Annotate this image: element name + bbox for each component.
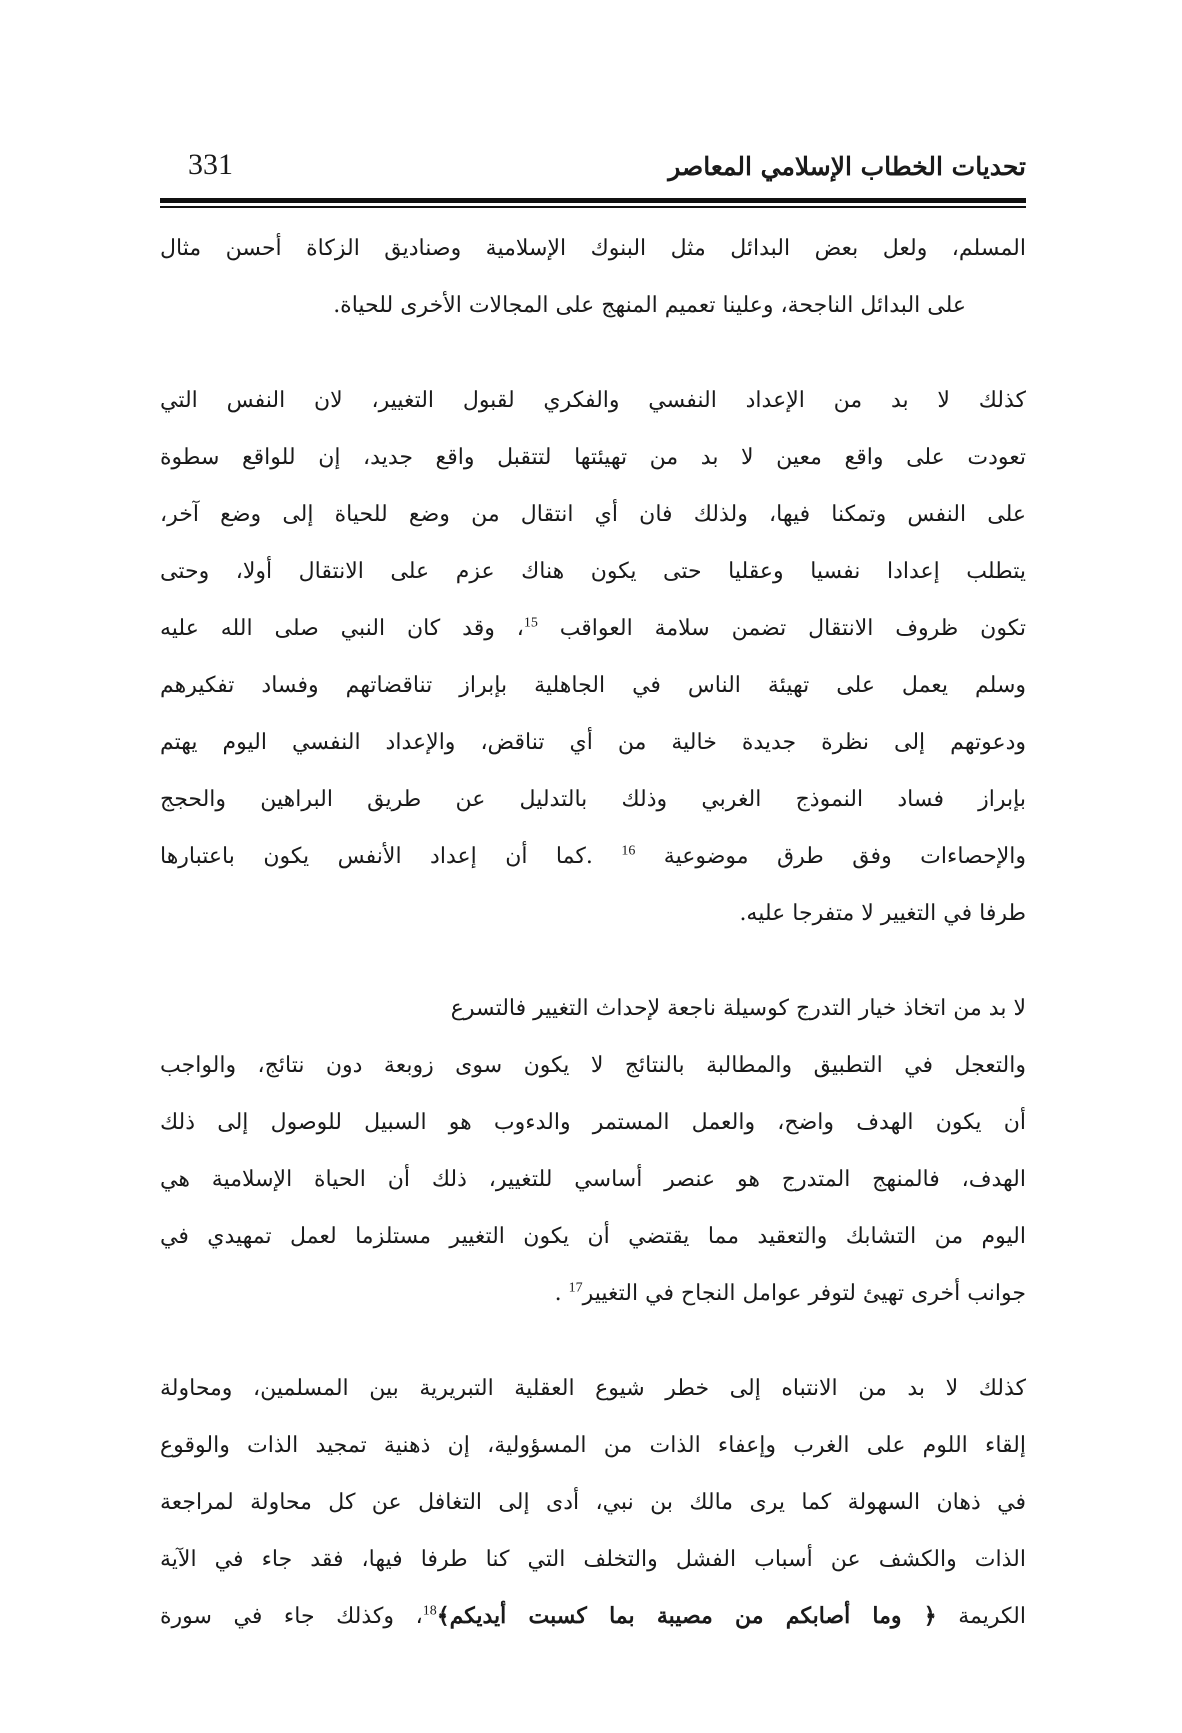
text-line (160, 1588, 1026, 1645)
text-line: أن يكون الهدف واضح، والعمل المستمر والدءوب هو السبيل للوصول إلى ذلك (160, 1110, 1026, 1135)
text-line: اليوم من التشابك والتعقيد مما يقتضي أن يكون التغيير مستلزما لعمل تمهيدي في (160, 1224, 1026, 1249)
page-header (160, 140, 1026, 198)
footnote-marker: 17 (568, 1280, 583, 1296)
book-page (160, 140, 1026, 1680)
line-segment: . (554, 1281, 562, 1306)
line-segment: ، وكذلك جاء في سورة (160, 1604, 423, 1629)
text-line: الذات والكشف عن أسباب الفشل والتخلف التي كنا طرفا فيها، فقد جاء في الآية (160, 1547, 1026, 1572)
header-rule-thick (160, 198, 1026, 203)
line-segment: ، وقد كان النبي صلى الله عليه (160, 616, 524, 641)
line-segment: تكون ظروف الانتقال تضمن سلامة العواقب (559, 616, 1026, 641)
paragraph (160, 980, 1026, 1322)
text-line: طرفا في التغيير لا متفرجا عليه. (739, 901, 1026, 926)
text-line (160, 1265, 1026, 1322)
footnote-marker: 16 (621, 843, 636, 859)
text-line: كذلك لا بد من الانتباه إلى خطر شيوع العقلية التبريرية بين المسلمين، ومحاولة (160, 1376, 1026, 1401)
text-line: يتطلب إعدادا نفسيا وعقليا حتى يكون هناك عزم على الانتقال أولا، وحتى (160, 559, 1026, 584)
paragraph (160, 220, 1026, 334)
text-line: تعودت على واقع معين لا بد من تهيئتها لتتقبل واقع جديد، إن للواقع سطوة (160, 445, 1026, 470)
running-title: تحديات الخطاب الإسلامي المعاصر (668, 152, 1026, 181)
quran-quote: ﴿ وما أصابكم من مصيبة بما كسبت أيديكم﴾ (436, 1603, 937, 1629)
paragraph (160, 1360, 1026, 1645)
line-segment: الكريمة (958, 1604, 1026, 1629)
line-segment: والإحصاءات وفق طرق موضوعية (663, 844, 1026, 869)
text-line: المسلم، ولعل بعض البدائل مثل البنوك الإسلامية وصناديق الزكاة أحسن مثال (160, 236, 1026, 261)
page-number: 331 (188, 148, 233, 181)
text-line (160, 828, 1026, 885)
text-line: وسلم يعمل على تهيئة الناس في الجاهلية بإبراز تناقضاتهم وفساد تفكيرهم (160, 673, 1026, 698)
text-line: على البدائل الناجحة، وعلينا تعميم المنهج على المجالات الأخرى للحياة. (333, 293, 966, 318)
body-text (160, 220, 1026, 1645)
paragraph (160, 372, 1026, 942)
text-line: على النفس وتمكنا فيها، ولذلك فان أي انتقال من وضع للحياة إلى وضع آخر، (160, 502, 1026, 527)
footnote-marker: 15 (523, 615, 538, 631)
text-line: لا بد من اتخاذ خيار التدرج كوسيلة ناجعة لإحداث التغيير فالتسرع (450, 996, 1026, 1021)
text-line: كذلك لا بد من الإعداد النفسي والفكري لقبول التغيير، لان النفس التي (160, 388, 1026, 413)
text-line: بإبراز فساد النموذج الغربي وذلك بالتدليل عن طريق البراهين والحجج (160, 787, 1026, 812)
text-line: إلقاء اللوم على الغرب وإعفاء الذات من المسؤولية، إن ذهنية تمجيد الذات والوقوع (160, 1433, 1026, 1458)
line-segment: .كما أن إعداد الأنفس يكون باعتبارها (160, 844, 593, 869)
line-segment: جوانب أخرى تهيئ لتوفر عوامل النجاح في التغيير (582, 1281, 1026, 1306)
text-line: والتعجل في التطبيق والمطالبة بالنتائج لا يكون سوى زوبعة دون نتائج، والواجب (160, 1053, 1026, 1078)
text-line (160, 600, 1026, 657)
text-line: الهدف، فالمنهج المتدرج هو عنصر أساسي للتغيير، ذلك أن الحياة الإسلامية هي (160, 1167, 1026, 1192)
footnote-marker: 18 (422, 1603, 437, 1619)
text-line: في ذهان السهولة كما يرى مالك بن نبي، أدى إلى التغافل عن كل محاولة لمراجعة (160, 1490, 1026, 1515)
header-rule-thin (160, 206, 1026, 208)
text-line: ودعوتهم إلى نظرة جديدة خالية من أي تناقض، والإعداد النفسي اليوم يهتم (160, 730, 1026, 755)
